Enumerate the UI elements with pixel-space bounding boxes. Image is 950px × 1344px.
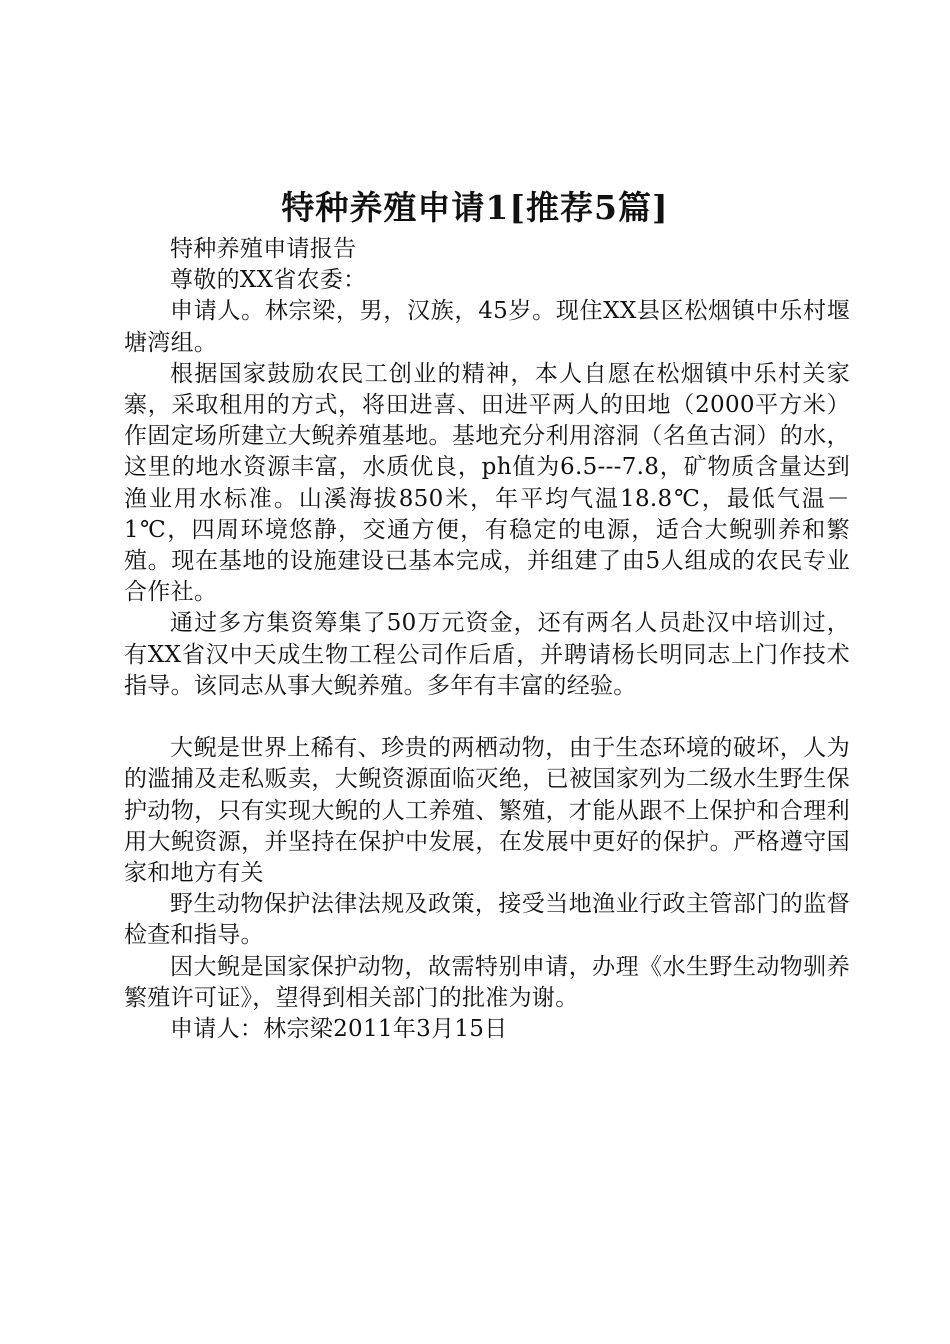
paragraph-report-heading: 特种养殖申请报告 [170,236,357,262]
paragraph-salutation: 尊敬的XX省农委： [170,267,367,294]
paragraph-signature-date: 申请人：林宗梁2011年3月15日 [170,1016,508,1043]
paragraph-salamander-background: 大鲵是世界上稀有、珍贵的两栖动物，由于生态环境的破坏，人为的滥捕及走私贩卖，大鲵资源面临灭绝，已被国家列为二级水生野生保护动物，只有实现大鲵的人工养殖、繁殖，才能从跟不上保护和合理利用大鲵资源，并坚持在保护中发展，在发展中更好的保护。严格遵守国家和地方有关 [124,735,850,887]
paragraph-request: 因大鲵是国家保护动物，故需特别申请，办理《水生野生动物驯养繁殖许可证》，望得到相关部门的批准为谢。 [124,953,850,1011]
paragraph-funding: 通过多方集资筹集了50万元资金，还有两名人员赴汉中培训过，有XX省汉中天成生物工程公司作后盾，并聘请杨长明同志上门作技术指导。该同志从事大鲵养殖。多年有丰富的经验。 [124,610,850,699]
paragraph-applicant-info: 申请人。林宗梁，男，汉族，45岁。现住XX县区松烟镇中乐村堰塘湾组。 [124,298,850,356]
paragraph-base-description: 根据国家鼓励农民工创业的精神，本人自愿在松烟镇中乐村关家寨，采取租用的方式，将田进喜、田进平两人的田地（2000平方米）作固定场所建立大鲵养殖基地。基地充分利用溶洞（名鱼古洞）的水，这里的地水资源丰富，水质优良，ph值为6.5---7.8，矿物质含量达到渔业用水标准。山溪海拔850米，年平均气温18.8℃，最低气温－1℃，四周环境悠静，交通方便，有稳定的电源，适合大鲵驯养和繁殖。现在基地的设施建设已基本完成，并组建了由5人组成的农民专业合作社。 [124,360,850,606]
paragraph-regulation: 野生动物保护法律法规及政策，接受当地渔业行政主管部门的监督检查和指导。 [124,891,850,949]
document-body [124,234,850,1045]
document-title: 特种养殖申请1[推荐5篇] [281,188,669,227]
